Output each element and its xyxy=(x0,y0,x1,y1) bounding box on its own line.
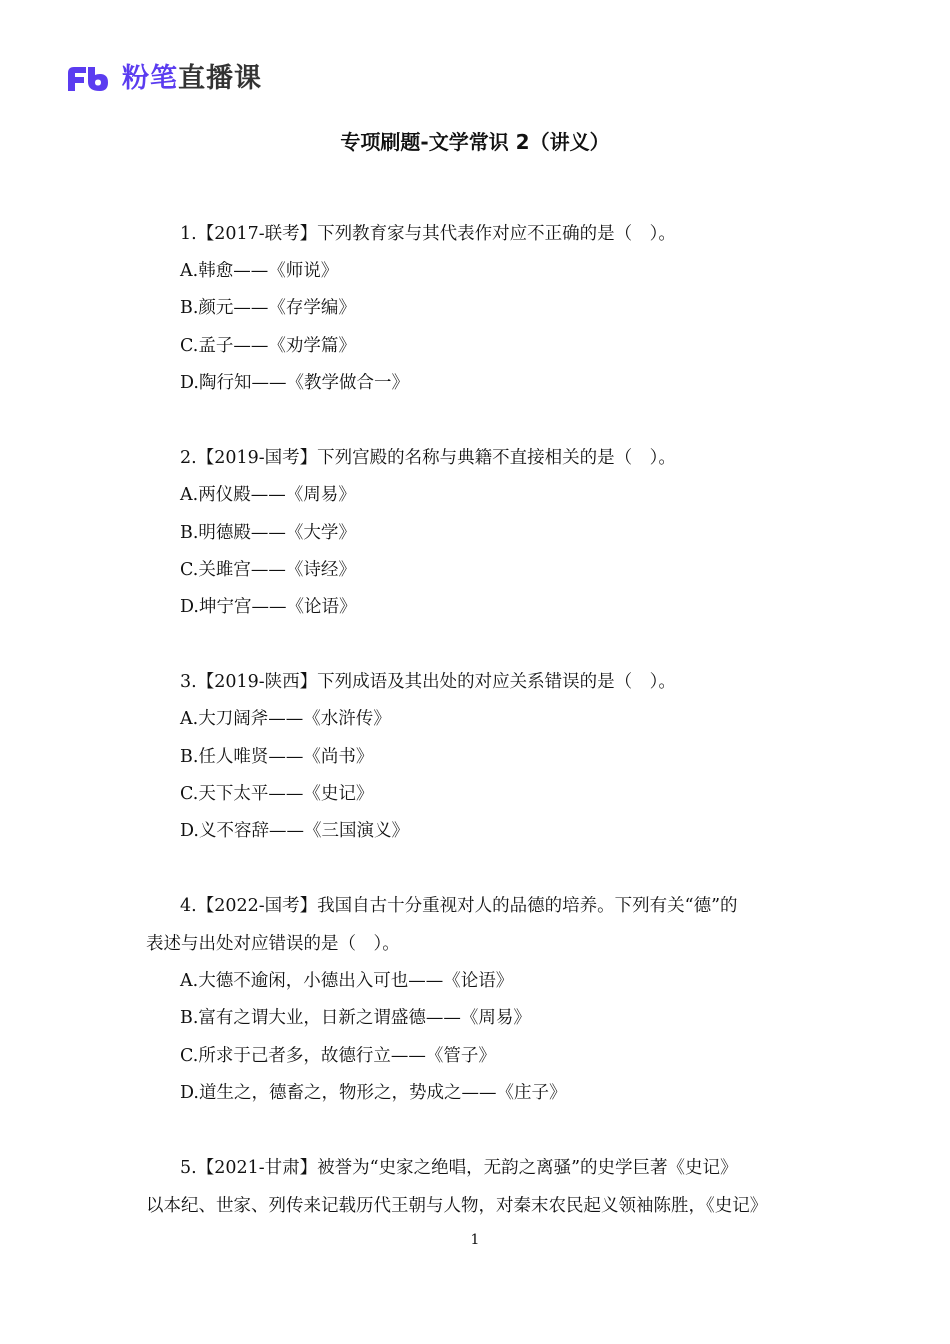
question-2-option-b: B.明德殿——《大学》 xyxy=(180,523,356,543)
question-3-option-a: A.大刀阔斧——《水浒传》 xyxy=(180,709,391,729)
question-4-stem-line-1: 4.【2022-国考】我国自古十分重视对人的品德的培养。下列有关“德”的 xyxy=(180,896,738,916)
question-5-stem-line-1: 5.【2021-甘肃】被誉为“史家之绝唱，无韵之离骚”的史学巨著《史记》 xyxy=(180,1158,738,1178)
question-2-stem: 2.【2019-国考】下列宫殿的名称与典籍不直接相关的是（ ）。 xyxy=(180,448,676,468)
question-5-stem-line-2: 以本纪、世家、列传来记载历代王朝与人物，对秦末农民起义领袖陈胜，《史记》 xyxy=(146,1196,768,1216)
page-number: 1 xyxy=(470,1232,480,1248)
question-1-option-b: B.颜元——《存学编》 xyxy=(180,298,356,318)
question-2-option-a: A.两仪殿——《周易》 xyxy=(180,485,356,505)
question-4-option-a: A.大德不逾闲，小德出入可也——《论语》 xyxy=(180,971,514,991)
document-title: 专项刷题-文学常识 2（讲义） xyxy=(340,130,610,154)
question-3-option-d: D.义不容辞——《三国演义》 xyxy=(180,821,409,841)
question-1-stem: 1.【2017-联考】下列教育家与其代表作对应不正确的是（ ）。 xyxy=(180,224,676,244)
question-1-option-c: C.孟子——《劝学篇》 xyxy=(180,336,356,356)
fb-logo-icon xyxy=(66,65,110,93)
question-1-option-d: D.陶行知——《教学做合一》 xyxy=(180,373,409,393)
question-4-stem-line-2: 表述与出处对应错误的是（ ）。 xyxy=(146,934,400,954)
question-2-option-d: D.坤宁宫——《论语》 xyxy=(180,597,357,617)
brand-name-primary: 粉笔 xyxy=(122,63,178,94)
question-3-option-c: C.天下太平——《史记》 xyxy=(180,784,374,804)
question-4-option-d: D.道生之，德畜之，物形之，势成之——《庄子》 xyxy=(180,1083,567,1103)
question-2-option-c: C.关雎宫——《诗经》 xyxy=(180,560,356,580)
brand-name xyxy=(122,62,262,96)
question-3-option-b: B.任人唯贤——《尚书》 xyxy=(180,747,374,767)
brand-name-suffix: 直播课 xyxy=(178,63,262,94)
question-1-option-a: A.韩愈——《师说》 xyxy=(180,261,339,281)
question-4-option-b: B.富有之谓大业，日新之谓盛德——《周易》 xyxy=(180,1008,531,1028)
question-4-option-c: C.所求于己者多，故德行立——《管子》 xyxy=(180,1046,496,1066)
brand-logo xyxy=(66,62,262,96)
question-3-stem: 3.【2019-陕西】下列成语及其出处的对应关系错误的是（ ）。 xyxy=(180,672,676,692)
